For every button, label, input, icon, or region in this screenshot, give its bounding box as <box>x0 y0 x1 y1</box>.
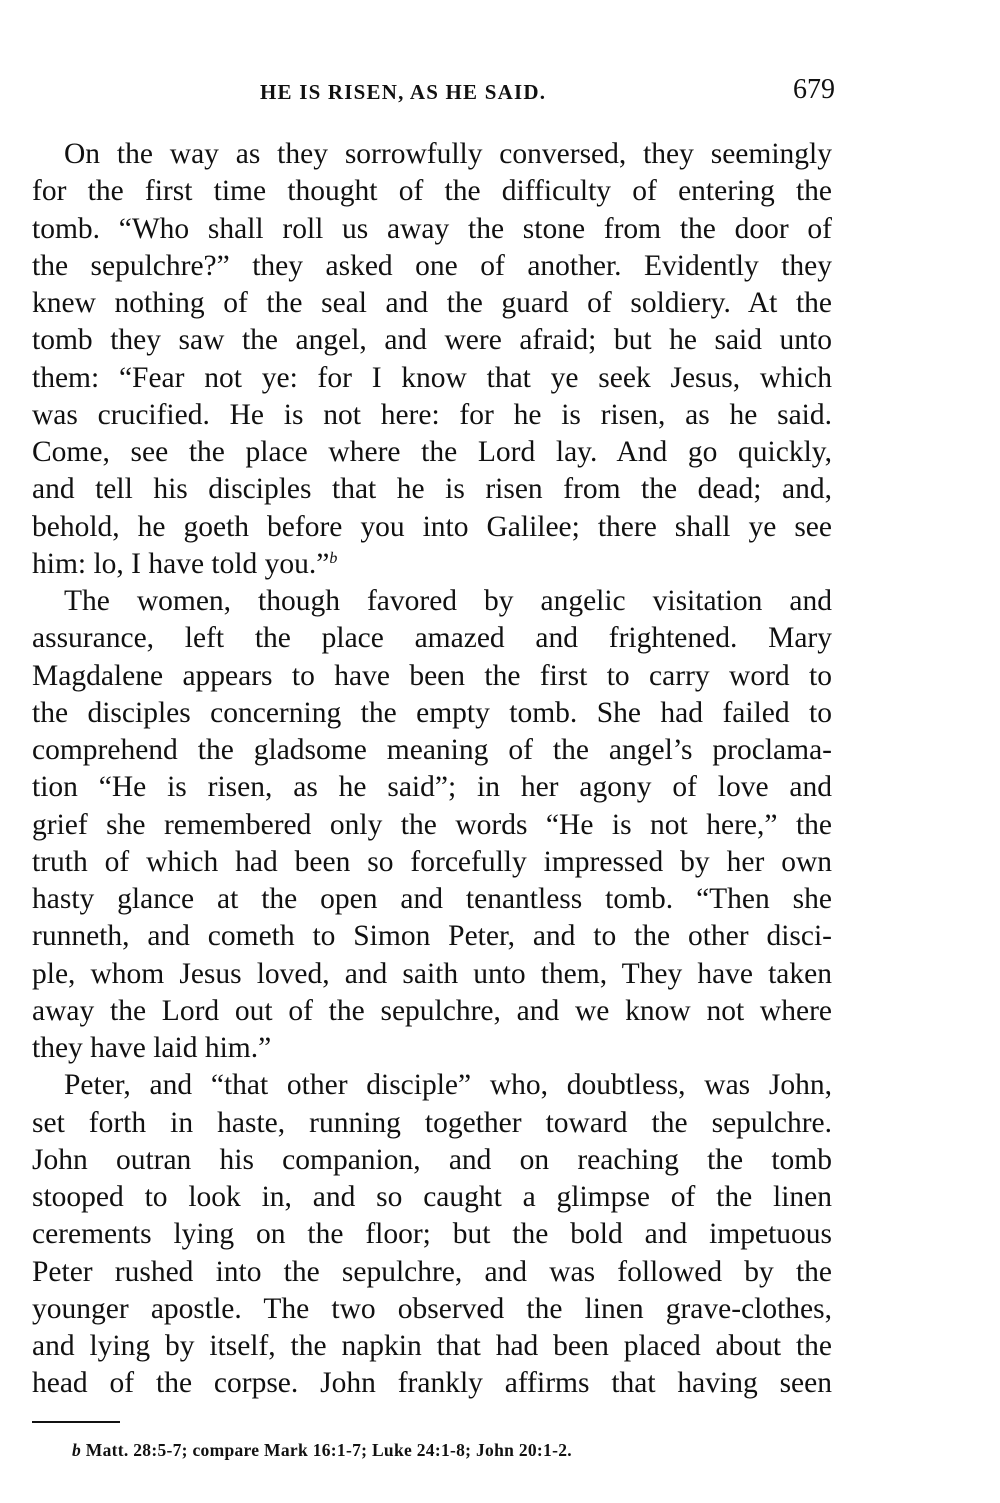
text-line <box>32 1030 832 1067</box>
text-line <box>32 397 832 434</box>
text-line <box>32 1067 832 1104</box>
text-line <box>32 285 832 322</box>
text-line <box>32 1179 832 1216</box>
line-text: them: “Fear not ye: for I know that ye seek Jesus, which <box>32 361 832 394</box>
line-text: hasty glance at the open and tenantless tomb. “Then she <box>32 883 832 915</box>
text-line <box>32 620 832 657</box>
line-text: cerements lying on the floor; but the bold and impetuous <box>32 1218 832 1251</box>
footnote-rule <box>32 1421 120 1423</box>
text-line <box>32 658 832 695</box>
line-text: ple, whom Jesus loved, and saith unto them, They have taken <box>32 957 832 990</box>
line-text: Peter, and “that other disciple” who, doubtless, was John, <box>64 1069 832 1102</box>
text-line <box>32 1291 832 1328</box>
text-line <box>32 546 832 583</box>
line-text: away the Lord out of the sepulchre, and we know not where <box>32 994 832 1027</box>
text-line <box>32 993 832 1030</box>
line-text: John outran his companion, and on reaching the tomb <box>32 1143 832 1176</box>
text-line <box>32 769 832 806</box>
text-line <box>32 322 832 359</box>
running-title: HE IS RISEN, AS HE SAID. <box>260 80 547 104</box>
footnote-text: Matt. 28:5-7; compare Mark 16:1-7; Luke 24:1-8; John 20:1-2. <box>85 1440 572 1460</box>
line-text: tomb. “Who shall roll us away the stone from the door of <box>32 212 832 245</box>
line-text: the sepulchre?” they asked one of another. Evidently they <box>32 249 832 282</box>
text-line <box>32 1142 832 1179</box>
line-text: knew nothing of the seal and the guard of soldiery. At the <box>32 287 832 319</box>
body-text <box>32 136 832 1403</box>
page-number: 679 <box>793 74 835 105</box>
text-line <box>32 881 832 918</box>
line-text: tion “He is risen, as he said”; in her agony of love and <box>32 771 832 804</box>
line-text: grief she remembered only the words “He is not here,” the <box>32 808 832 841</box>
text-line <box>32 248 832 285</box>
text-line <box>32 173 832 210</box>
text-line <box>32 844 832 881</box>
line-text: truth of which had been so forcefully impressed by her own <box>32 845 832 878</box>
text-line <box>32 1105 832 1142</box>
text-line <box>32 211 832 248</box>
line-text: him: lo, I have told you.” <box>32 547 330 580</box>
line-text: head of the corpse. John frankly affirms that having seen <box>32 1367 832 1400</box>
text-line <box>32 956 832 993</box>
line-text: comprehend the gladsome meaning of the angel’s proclama- <box>32 734 832 766</box>
paragraph <box>32 1067 832 1402</box>
text-line <box>32 471 832 508</box>
text-line <box>32 695 832 732</box>
page-header <box>32 76 835 112</box>
text-line <box>32 1216 832 1253</box>
line-text: runneth, and cometh to Simon Peter, and to the other disci- <box>32 920 832 953</box>
footnote <box>72 1440 572 1461</box>
line-text: younger apostle. The two observed the linen grave-clothes, <box>32 1292 832 1325</box>
line-text: stooped to look in, and so caught a glimpse of the linen <box>32 1181 832 1213</box>
paragraph <box>32 583 832 1067</box>
text-line <box>32 1365 832 1402</box>
line-text: The women, though favored by angelic visitation and <box>64 585 832 617</box>
line-text: tomb they saw the angel, and were afraid; but he said unto <box>32 324 832 357</box>
text-line <box>32 918 832 955</box>
line-text: and tell his disciples that he is risen from the dead; and, <box>32 473 832 506</box>
line-text: set forth in haste, running together toward the sepulchre. <box>32 1106 832 1139</box>
text-line <box>32 434 832 471</box>
text-line <box>32 807 832 844</box>
line-text: was crucified. He is not here: for he is risen, as he said. <box>32 398 832 431</box>
text-line <box>32 1328 832 1365</box>
paragraph <box>32 136 832 583</box>
line-text: On the way as they sorrowfully conversed, they seemingly <box>64 138 832 170</box>
text-line <box>32 360 832 397</box>
text-line <box>32 136 832 173</box>
line-text: and lying by itself, the napkin that had been placed about the <box>32 1330 832 1362</box>
line-text: Come, see the place where the Lord lay. And go quickly, <box>32 436 832 468</box>
text-line <box>32 583 832 620</box>
line-text: they have laid him.” <box>32 1032 272 1064</box>
line-text: Peter rushed into the sepulchre, and was followed by the <box>32 1255 832 1288</box>
text-line <box>32 509 832 546</box>
footnote-marker: b <box>72 1440 82 1460</box>
line-text: the disciples concerning the empty tomb. She had failed to <box>32 696 832 729</box>
line-text: for the first time thought of the difficulty of entering the <box>32 175 832 208</box>
line-text: Magdalene appears to have been the first to carry word to <box>32 659 832 692</box>
line-text: assurance, left the place amazed and frightened. Mary <box>32 622 832 655</box>
text-line <box>32 1254 832 1291</box>
line-text: behold, he goeth before you into Galilee; there shall ye see <box>32 510 832 543</box>
footnote-reference[interactable]: b <box>329 549 338 567</box>
text-line <box>32 732 832 769</box>
